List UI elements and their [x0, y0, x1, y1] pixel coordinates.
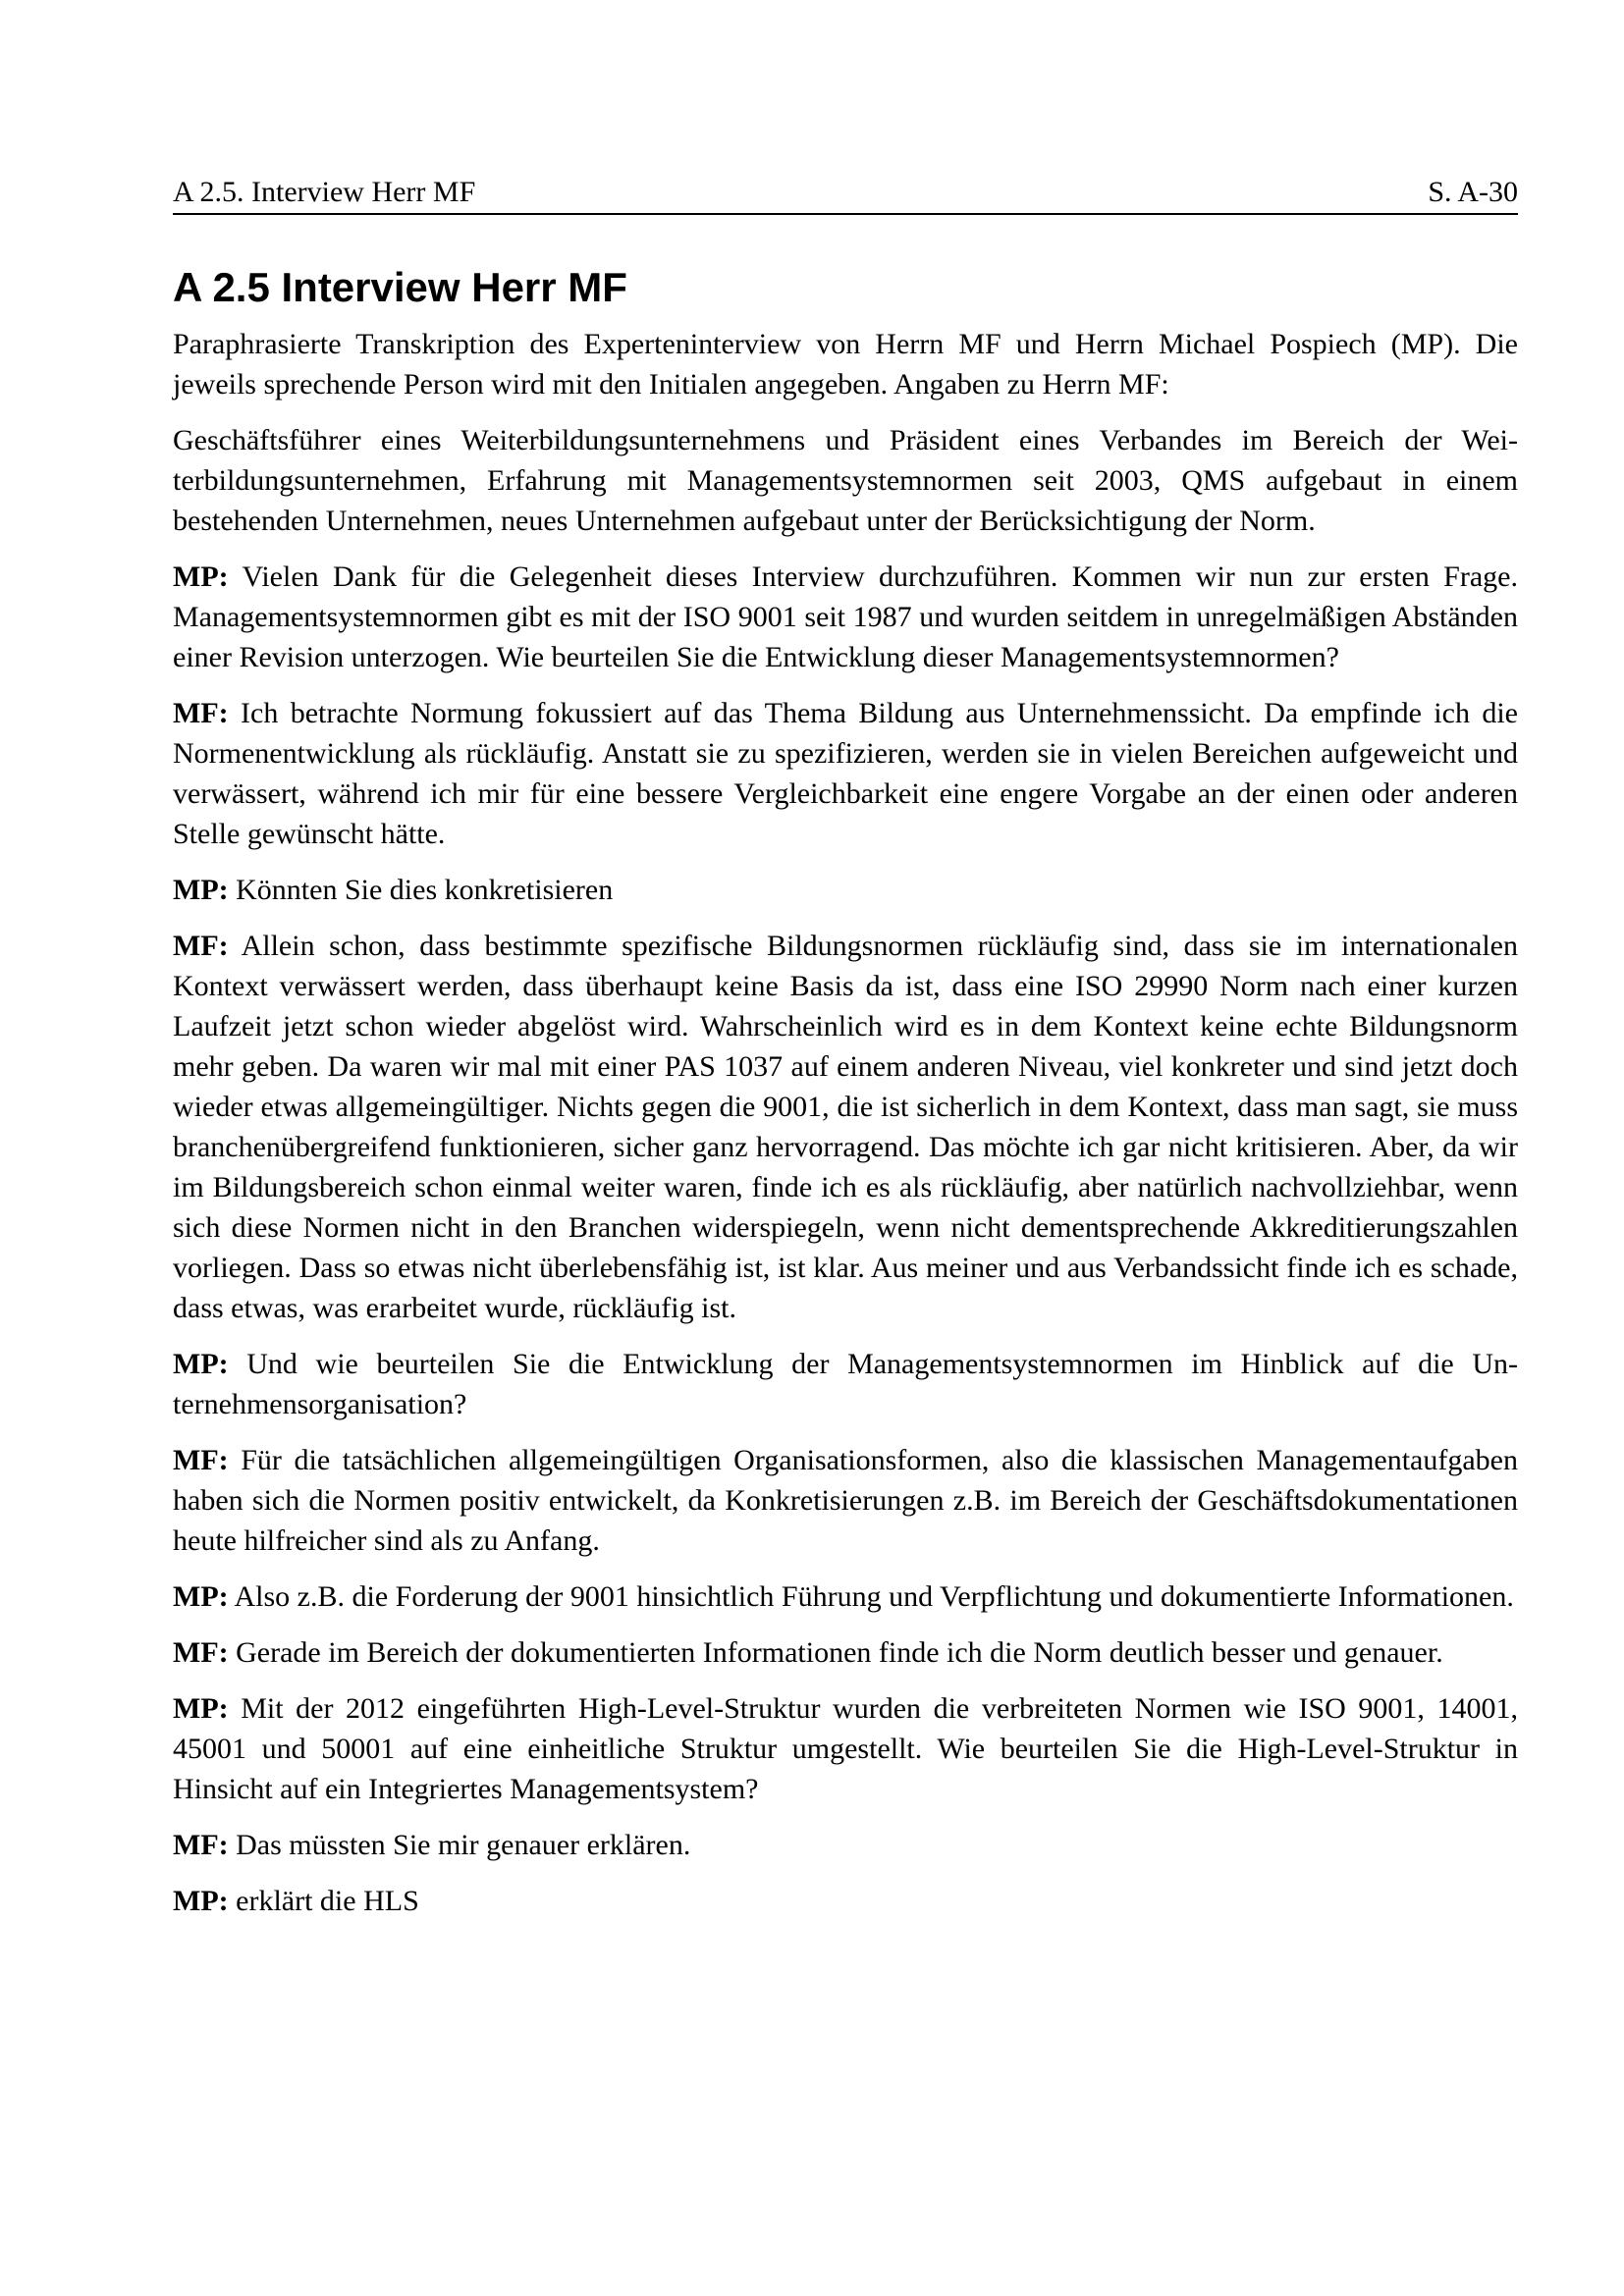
turn-text: Das müssten Sie mir genauer erklären. [228, 1829, 691, 1861]
dialogue-turn [173, 1344, 1518, 1424]
speaker-label: MP: [173, 1580, 229, 1613]
dialogue-turn [173, 693, 1518, 854]
speaker-label: MP: [173, 1348, 229, 1380]
intro-paragraph: Paraphrasierte Transkription des Experteninterview von Herrn MF und Herrn Michael Pospiech (MP). Die jeweils sprechende Person wird mit den Initialen angegeben. Angaben zu Herrn MF: [173, 328, 1518, 400]
speaker-label: MF: [173, 697, 229, 729]
turn-text: erklärt die HLS [228, 1885, 419, 1917]
speaker-label: MF: [173, 1444, 229, 1476]
speaker-label: MP: [173, 1692, 229, 1725]
dialogue-turn [173, 1825, 1518, 1865]
dialogue-turn [173, 1576, 1518, 1617]
dialogue-turn [173, 1881, 1518, 1921]
dialogue-turn [173, 926, 1518, 1328]
header-section-title: A 2.5. Interview Herr MF [173, 176, 476, 208]
dialogue-turn [173, 870, 1518, 910]
turn-text: Also z.B. die Forderung der 9001 hinsichtlich Führung und Verpflichtung und dokumentierte Informationen. [228, 1580, 1514, 1613]
dialogue-turn [173, 1688, 1518, 1809]
speaker-label: MP: [173, 874, 229, 906]
speaker-label: MP: [173, 561, 229, 593]
speaker-label: MF: [173, 1829, 229, 1861]
dialogue-turn [173, 557, 1518, 677]
turn-text: Ich betrachte Normung fokussiert auf das Thema Bildung aus Unternehmenssicht. Da empfinde ich die Normenentwicklung als rückläufig. Anstatt sie zu spezifizieren, werden sie in vielen Bereichen aufgeweicht und verwässert, während ich mir für eine bessere Vergleichbarkeit eine engere Vorgabe an der einen oder anderen Stelle gewünscht hätte. [173, 697, 1518, 850]
dialogue-turn [173, 1440, 1518, 1561]
speaker-label: MF: [173, 930, 229, 962]
interviewee-details: Geschäftsführer eines Weiterbildungsunternehmens und Präsident eines Verbandes im Bereich der Weiterbildungsunternehmen, Erfahrung mit Managementsystemnormen seit 2003, QMS aufgebaut in einem bestehenden Unternehmen, neues Unternehmen aufgebaut unter der Berücksichtigung der Norm. [173, 424, 1518, 537]
turn-text: Allein schon, dass bestimmte spezifische Bildungsnormen rückläufig sind, dass sie im internationalen Kontext verwässert werden, dass überhaupt keine Basis da ist, dass eine ISO 29990 Norm nach einer kurzen Laufzeit jetzt schon wieder abgelöst wird. Wahrscheinlich wird es in dem Kontext keine echte Bildungsnorm mehr geben. Da waren wir mal mit einer PAS 1037 auf einem anderen Niveau, viel konkreter und sind jetzt doch wieder etwas allgemeingültiger. Nichts gegen die 9001, die ist sicherlich in dem Kontext, dass man sagt, sie muss branchenübergreifend funktionieren, sicher ganz hervorragend. Das möchte ich gar nicht kritisieren. Aber, da wir im Bildungsbereich schon einmal weiter waren, finde ich es als rückläufig, aber natürlich nachvollziehbar, wenn sich diese Normen nicht in den Branchen widerspiegeln, wenn nicht dementsprechende Akkreditierungszahlen vorliegen. Dass so etwas nicht überlebensfähig ist, ist klar. Aus meiner und aus Verbandssicht finde ich es schade, dass etwas, was erarbeitet wurde, rückläufig ist. [173, 930, 1518, 1324]
turn-text: Könnten Sie dies konkretisieren [228, 874, 614, 906]
turn-text: Und wie beurteilen Sie die Entwicklung der Managementsystemnormen im Hinblick auf die Unternehmensorganisation? [173, 1348, 1518, 1420]
speaker-label: MP: [173, 1885, 229, 1917]
turn-text: Gerade im Bereich der dokumentierten Informationen finde ich die Norm deutlich besser und genauer. [228, 1636, 1443, 1669]
page-content [173, 263, 1518, 1937]
turn-text: Für die tatsächlichen allgemeingültigen Organisationsformen, also die klassischen Managementaufgaben haben sich die Normen positiv entwickelt, da Konkretisierungen z.B. im Bereich der Geschäftsdokumentationen heute hilfreicher sind als zu Anfang. [173, 1444, 1518, 1557]
turn-text: Vielen Dank für die Gelegenheit dieses Interview durchzuführen. Kommen wir nun zur ersten Frage. Managementsystemnormen gibt es mit der ISO 9001 seit 1987 und wurden seitdem in unregelmäßigen Abständen einer Revision unterzogen. Wie beurteilen Sie die Entwicklung dieser Managementsystemnormen? [173, 561, 1518, 673]
header-page-number: S. A-30 [1428, 176, 1518, 208]
dialogue-turn [173, 1632, 1518, 1673]
section-heading: A 2.5 Interview Herr MF [173, 264, 627, 310]
speaker-label: MF: [173, 1636, 229, 1669]
running-header [173, 175, 1518, 215]
turn-text: Mit der 2012 eingeführten High-Level-Struktur wurden die verbreiteten Normen wie ISO 9001, 14001, 45001 und 50001 auf eine einheitliche Struktur umgestellt. Wie beurteilen Sie die High-Level-Struktur in Hinsicht auf ein Integriertes Managementsystem? [173, 1692, 1518, 1805]
